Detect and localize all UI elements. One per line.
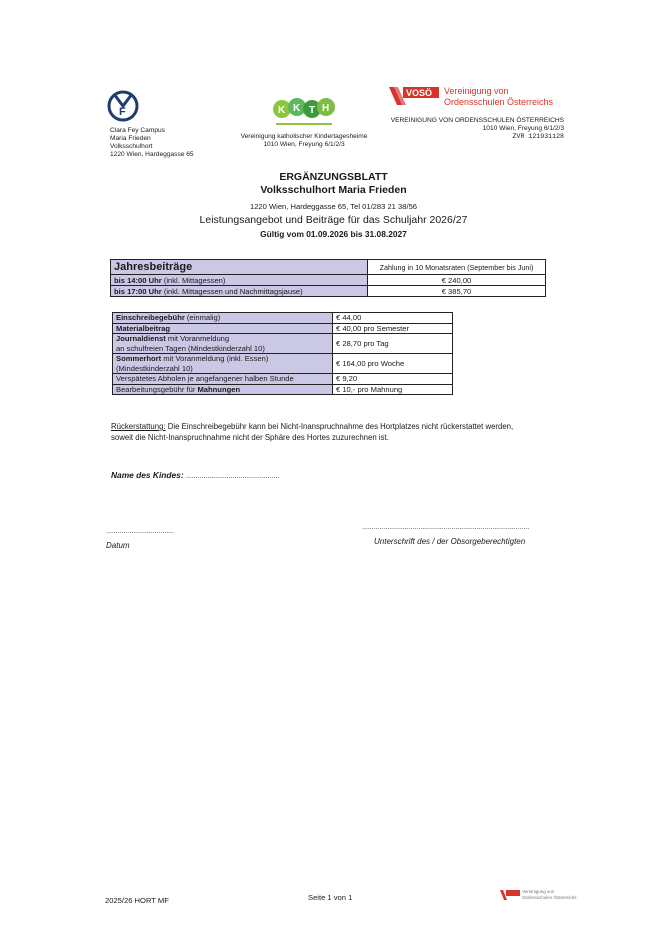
annual-fee-label	[111, 275, 368, 286]
svg-text:T: T	[309, 105, 316, 116]
footer-code: 2025/26 HORT MF	[105, 896, 169, 905]
fee-desc: mit Voranmeldung	[165, 334, 230, 343]
document-title: ERGÄNZUNGSBLATT	[279, 171, 388, 183]
fee-row	[113, 374, 453, 385]
fee-row	[113, 334, 453, 354]
fee-row	[113, 354, 453, 374]
fee-desc-line-2: an schulfreien Tagen (Mindestkinderzahl 10)	[116, 343, 265, 353]
refund-note	[111, 421, 571, 443]
fee-label	[113, 334, 333, 354]
footer-logo-line-2: Ordensschulen Österreichs	[522, 894, 577, 900]
footer-logo-line-1: Vereinigung von	[522, 889, 555, 894]
kkth-line-1: Vereinigung katholischer Kindertagesheime	[240, 133, 368, 140]
fee-name: Sommerhort	[116, 354, 162, 363]
annual-fee-row	[111, 286, 546, 297]
voso-name-line-2: Ordensschulen Österreichs	[444, 96, 554, 107]
refund-text-1: Die Einschreibegebühr kann bei Nicht-Inanspruchnahme des Hortplatzes nicht rückerstattet werden,	[165, 422, 514, 431]
fee-label	[113, 313, 333, 324]
fee-desc: (einmalig)	[184, 313, 221, 322]
kkth-line-2: 1010 Wien, Freyung 6/1/2/3	[263, 141, 345, 148]
clara-fey-campus-logo	[106, 88, 140, 124]
institution-name: Volksschulhort Maria Frieden	[260, 184, 407, 196]
fee-label	[113, 374, 333, 385]
footer-voso-text	[522, 889, 577, 900]
validity-period: Gültig vom 01.09.2026 bis 31.08.2027	[260, 229, 407, 239]
fee-value: € 164,00 pro Woche	[333, 354, 453, 374]
payment-terms-header: Zahlung in 10 Monatsraten (September bis Juni)	[368, 260, 546, 275]
annual-fee-time: bis 17:00 Uhr	[114, 286, 162, 296]
document-subtitle: Leistungsangebot und Beiträge für das Schuljahr 2026/27	[199, 214, 468, 226]
kkth-logo	[268, 94, 340, 132]
voso-logo	[389, 85, 439, 107]
institution-address: 1220 Wien, Hardeggasse 65, Tel 01/283 21 38/56	[249, 202, 418, 211]
refund-label: Rückerstattung:	[111, 422, 166, 431]
fee-desc: Verspätetes Abholen je angefangener halben Stunde	[116, 374, 294, 383]
date-label: Datum	[106, 541, 130, 550]
svg-text:H: H	[322, 103, 330, 114]
annual-fees-heading: Jahresbeiträge	[111, 260, 368, 275]
footer-voso-logo	[500, 888, 520, 900]
svg-text:K: K	[293, 103, 301, 114]
fee-desc: Bearbeitungsgebühr für	[116, 384, 198, 394]
fee-label	[113, 323, 333, 334]
fee-row	[113, 323, 453, 334]
annual-fee-desc: (inkl. Mittagessen und Nachmittagsjause)	[161, 286, 303, 296]
annual-fee-desc: (inkl. Mittagessen)	[161, 275, 226, 285]
child-name-field	[111, 470, 279, 480]
kkth-address	[232, 133, 376, 149]
voso-line-1: VEREINIGUNG VON ORDENSSCHULEN ÖSTERREICHS	[390, 117, 564, 124]
voso-name	[444, 86, 553, 107]
fee-row	[113, 384, 453, 395]
additional-fees-table	[112, 312, 453, 395]
annual-fee-time: bis 14:00 Uhr	[114, 275, 162, 285]
cfc-line-4: 1220 Wien, Hardeggasse 65	[110, 151, 194, 158]
signature-dots: ......................................................................................	[362, 524, 530, 531]
annual-fee-value: € 240,00	[368, 275, 546, 286]
fee-label	[113, 384, 333, 395]
annual-fees-table	[110, 259, 546, 297]
fee-desc-line-2: (Mindestkinderzahl 10)	[116, 363, 193, 373]
svg-text:F: F	[119, 106, 126, 118]
page-number: Seite 1 von 1	[308, 893, 353, 902]
fee-name: Mahnungen	[197, 384, 241, 394]
cfc-line-3: Volksschulhort	[110, 143, 153, 150]
fee-value: € 40,00 pro Semester	[333, 323, 453, 334]
annual-fee-value: € 385,70	[368, 286, 546, 297]
voso-address	[380, 117, 564, 141]
voso-name-line-1: Vereinigung von	[444, 86, 509, 96]
voso-logo-text: VOSÖ	[406, 88, 433, 98]
fee-name: Einschreibegebühr	[116, 313, 185, 322]
fee-name: Journaldienst	[116, 334, 166, 343]
cfc-line-1: Clara Fey Campus	[110, 127, 165, 134]
cfc-address	[110, 127, 194, 159]
voso-zvr: ZVR 121931128	[512, 133, 564, 140]
voso-line-2: 1010 Wien, Freyung 6/1/2/3	[482, 125, 564, 132]
fee-label	[113, 354, 333, 374]
cfc-line-2: Maria Frieden	[110, 135, 151, 142]
fee-value: € 9,20	[333, 374, 453, 385]
fee-name: Materialbeitrag	[116, 323, 171, 333]
annual-fee-row	[111, 275, 546, 286]
fee-value: € 10,- pro Mahnung	[333, 384, 453, 395]
refund-text-2: soweit die Nicht-Inanspruchnahme nicht der Sphäre des Hortes zuzurechnen ist.	[111, 433, 389, 442]
fee-row	[113, 313, 453, 324]
svg-text:K: K	[278, 105, 286, 116]
date-dots: ...................................	[106, 528, 175, 535]
annual-fee-label	[111, 286, 368, 297]
fee-value: € 28,70 pro Tag	[333, 334, 453, 354]
fee-value: € 44,00	[333, 313, 453, 324]
child-name-label: Name des Kindes:	[111, 470, 184, 480]
child-name-dots: ................................................	[185, 473, 280, 480]
fee-desc: mit Voranmeldung (inkl. Essen)	[161, 354, 269, 363]
signature-label: Unterschrift des / der Obsorgeberechtigten	[374, 537, 526, 546]
annual-fees-header-row	[111, 260, 546, 275]
